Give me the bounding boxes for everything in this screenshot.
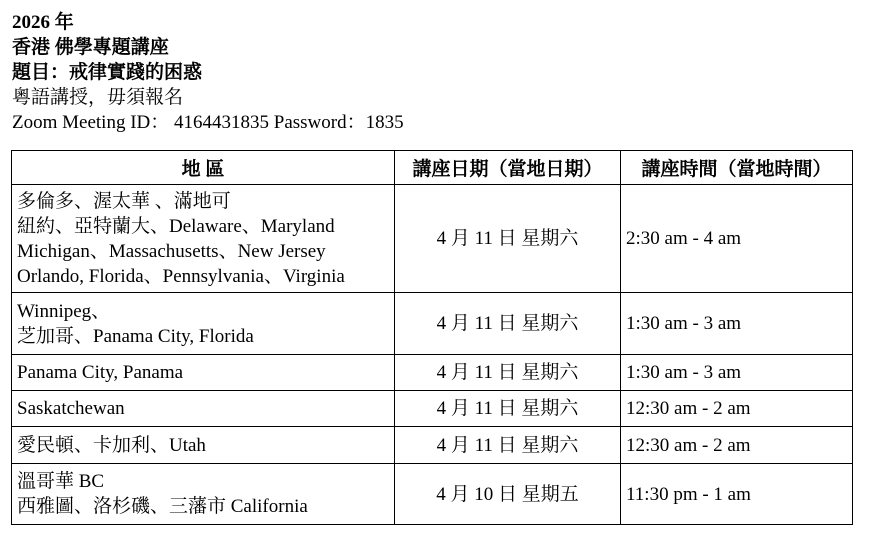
region-line: Michigan、Massachusetts、New Jersey — [17, 240, 326, 262]
region-cell — [12, 464, 395, 525]
table-row — [12, 293, 853, 355]
table-row — [12, 355, 853, 391]
column-header-date: 講座日期（當地日期） — [395, 151, 621, 185]
organizer-heading: 香港 佛學專題講座 — [12, 37, 169, 58]
region-line: 西雅圖、洛杉磯、三藩市 California — [17, 496, 308, 517]
zoom-meeting-info: Zoom Meeting ID： 4164431835 Password：1835 — [12, 112, 404, 133]
time-cell: 11:30 pm - 1 am — [621, 464, 853, 525]
table-row — [12, 185, 853, 293]
time-cell: 2:30 am - 4 am — [621, 185, 853, 293]
time-cell: 1:30 am - 3 am — [621, 293, 853, 355]
region-cell — [12, 427, 395, 464]
year-heading: 2026 年 — [12, 12, 74, 33]
region-cell — [12, 293, 395, 355]
topic-heading: 題目：戒律實踐的困惑 — [12, 62, 203, 83]
date-cell: 4 月 11 日 星期六 — [395, 185, 621, 293]
region-line: 溫哥華 BC — [17, 471, 105, 492]
table-row — [12, 427, 853, 464]
date-cell: 4 月 11 日 星期六 — [395, 391, 621, 427]
region-cell — [12, 185, 395, 293]
announcement-header — [12, 10, 852, 135]
table-header-row — [12, 151, 853, 185]
region-line: 愛民頓、卡加利、Utah — [17, 434, 206, 456]
time-cell: 12:30 am - 2 am — [621, 391, 853, 427]
time-cell: 12:30 am - 2 am — [621, 427, 853, 464]
region-line: Saskatchewan — [17, 398, 125, 419]
region-line: 芝加哥、Panama City, Florida — [17, 325, 254, 347]
region-line: Orlando, Florida、Pennsylvania、Virginia — [17, 265, 345, 287]
date-cell: 4 月 11 日 星期六 — [395, 293, 621, 355]
schedule-table — [11, 150, 853, 525]
table-row — [12, 464, 853, 525]
date-cell: 4 月 11 日 星期六 — [395, 427, 621, 464]
region-line: Panama City, Panama — [17, 362, 184, 383]
time-cell: 1:30 am - 3 am — [621, 355, 853, 391]
table-row — [12, 391, 853, 427]
region-line: 紐約、亞特蘭大、Delaware、Maryland — [17, 215, 335, 237]
region-cell — [12, 355, 395, 391]
column-header-time: 講座時間（當地時間） — [621, 151, 853, 185]
region-cell — [12, 391, 395, 427]
language-note: 粵語講授，毋須報名 — [12, 87, 184, 108]
date-cell: 4 月 11 日 星期六 — [395, 355, 621, 391]
column-header-region: 地 區 — [12, 151, 395, 185]
region-line: Winnipeg、 — [17, 300, 111, 322]
region-line: 多倫多、渥太華 、滿地可 — [17, 190, 231, 212]
date-cell: 4 月 10 日 星期五 — [395, 464, 621, 525]
